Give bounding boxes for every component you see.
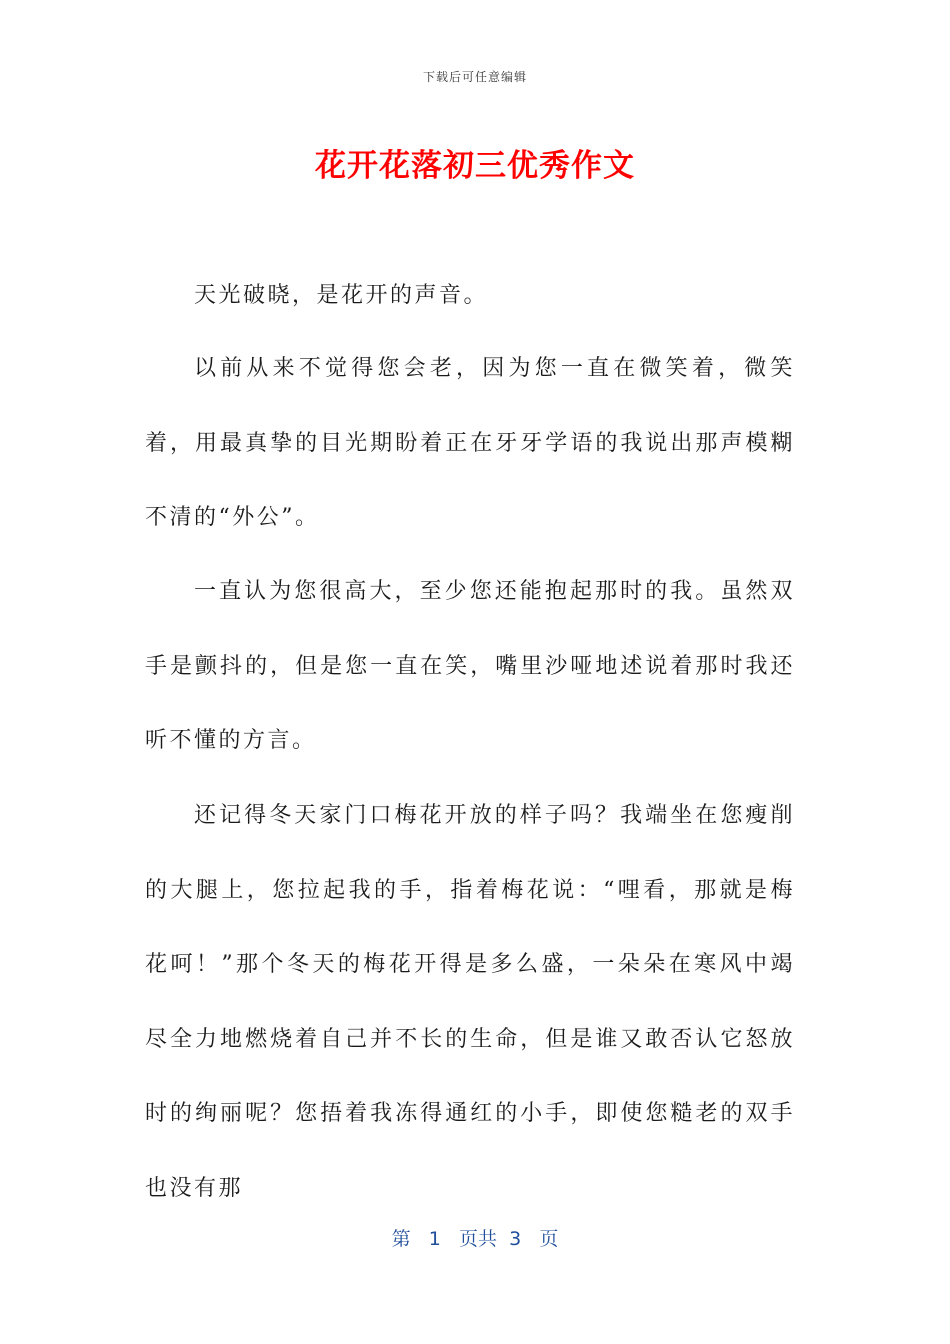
footer-prefix: 第 — [391, 1228, 411, 1250]
paragraph: 一直认为您很高大，至少您还能抱起那时的我。虽然双手是颤抖的，但是您一直在笑，嘴里沙哑地述说着那时我还听不懂的方言。 — [145, 579, 795, 753]
footer-page-total: 3 — [509, 1228, 522, 1250]
footer-suffix: 页 — [539, 1228, 559, 1250]
paragraph: 以前从来不觉得您会老，因为您一直在微笑着，微笑着，用最真挚的目光期盼着正在牙牙学语的我说出那声模糊不清的“外公”。 — [145, 356, 795, 530]
paragraph: 还记得冬天家门口梅花开放的样子吗？我端坐在您瘦削的大腿上，您拉起我的手，指着梅花说：“哩看，那就是梅花呵！”那个冬天的梅花开得是多么盛，一朵朵在寒风中竭尽全力地燃烧着自己并不长的生命，但是谁又敢否认它怒放时的绚丽呢？您捂着我冻得通红的小手，即使您糙老的双手也没有那 — [145, 803, 795, 1201]
paragraph: 天光破晓，是花开的声音。 — [194, 283, 489, 308]
footer-middle: 页共 — [459, 1228, 498, 1250]
document-title: 花开花落初三优秀作文 — [315, 148, 635, 184]
footer-page-current: 1 — [428, 1228, 441, 1250]
header-note: 下载后可任意编辑 — [422, 70, 527, 84]
page-footer — [0, 1224, 950, 1251]
